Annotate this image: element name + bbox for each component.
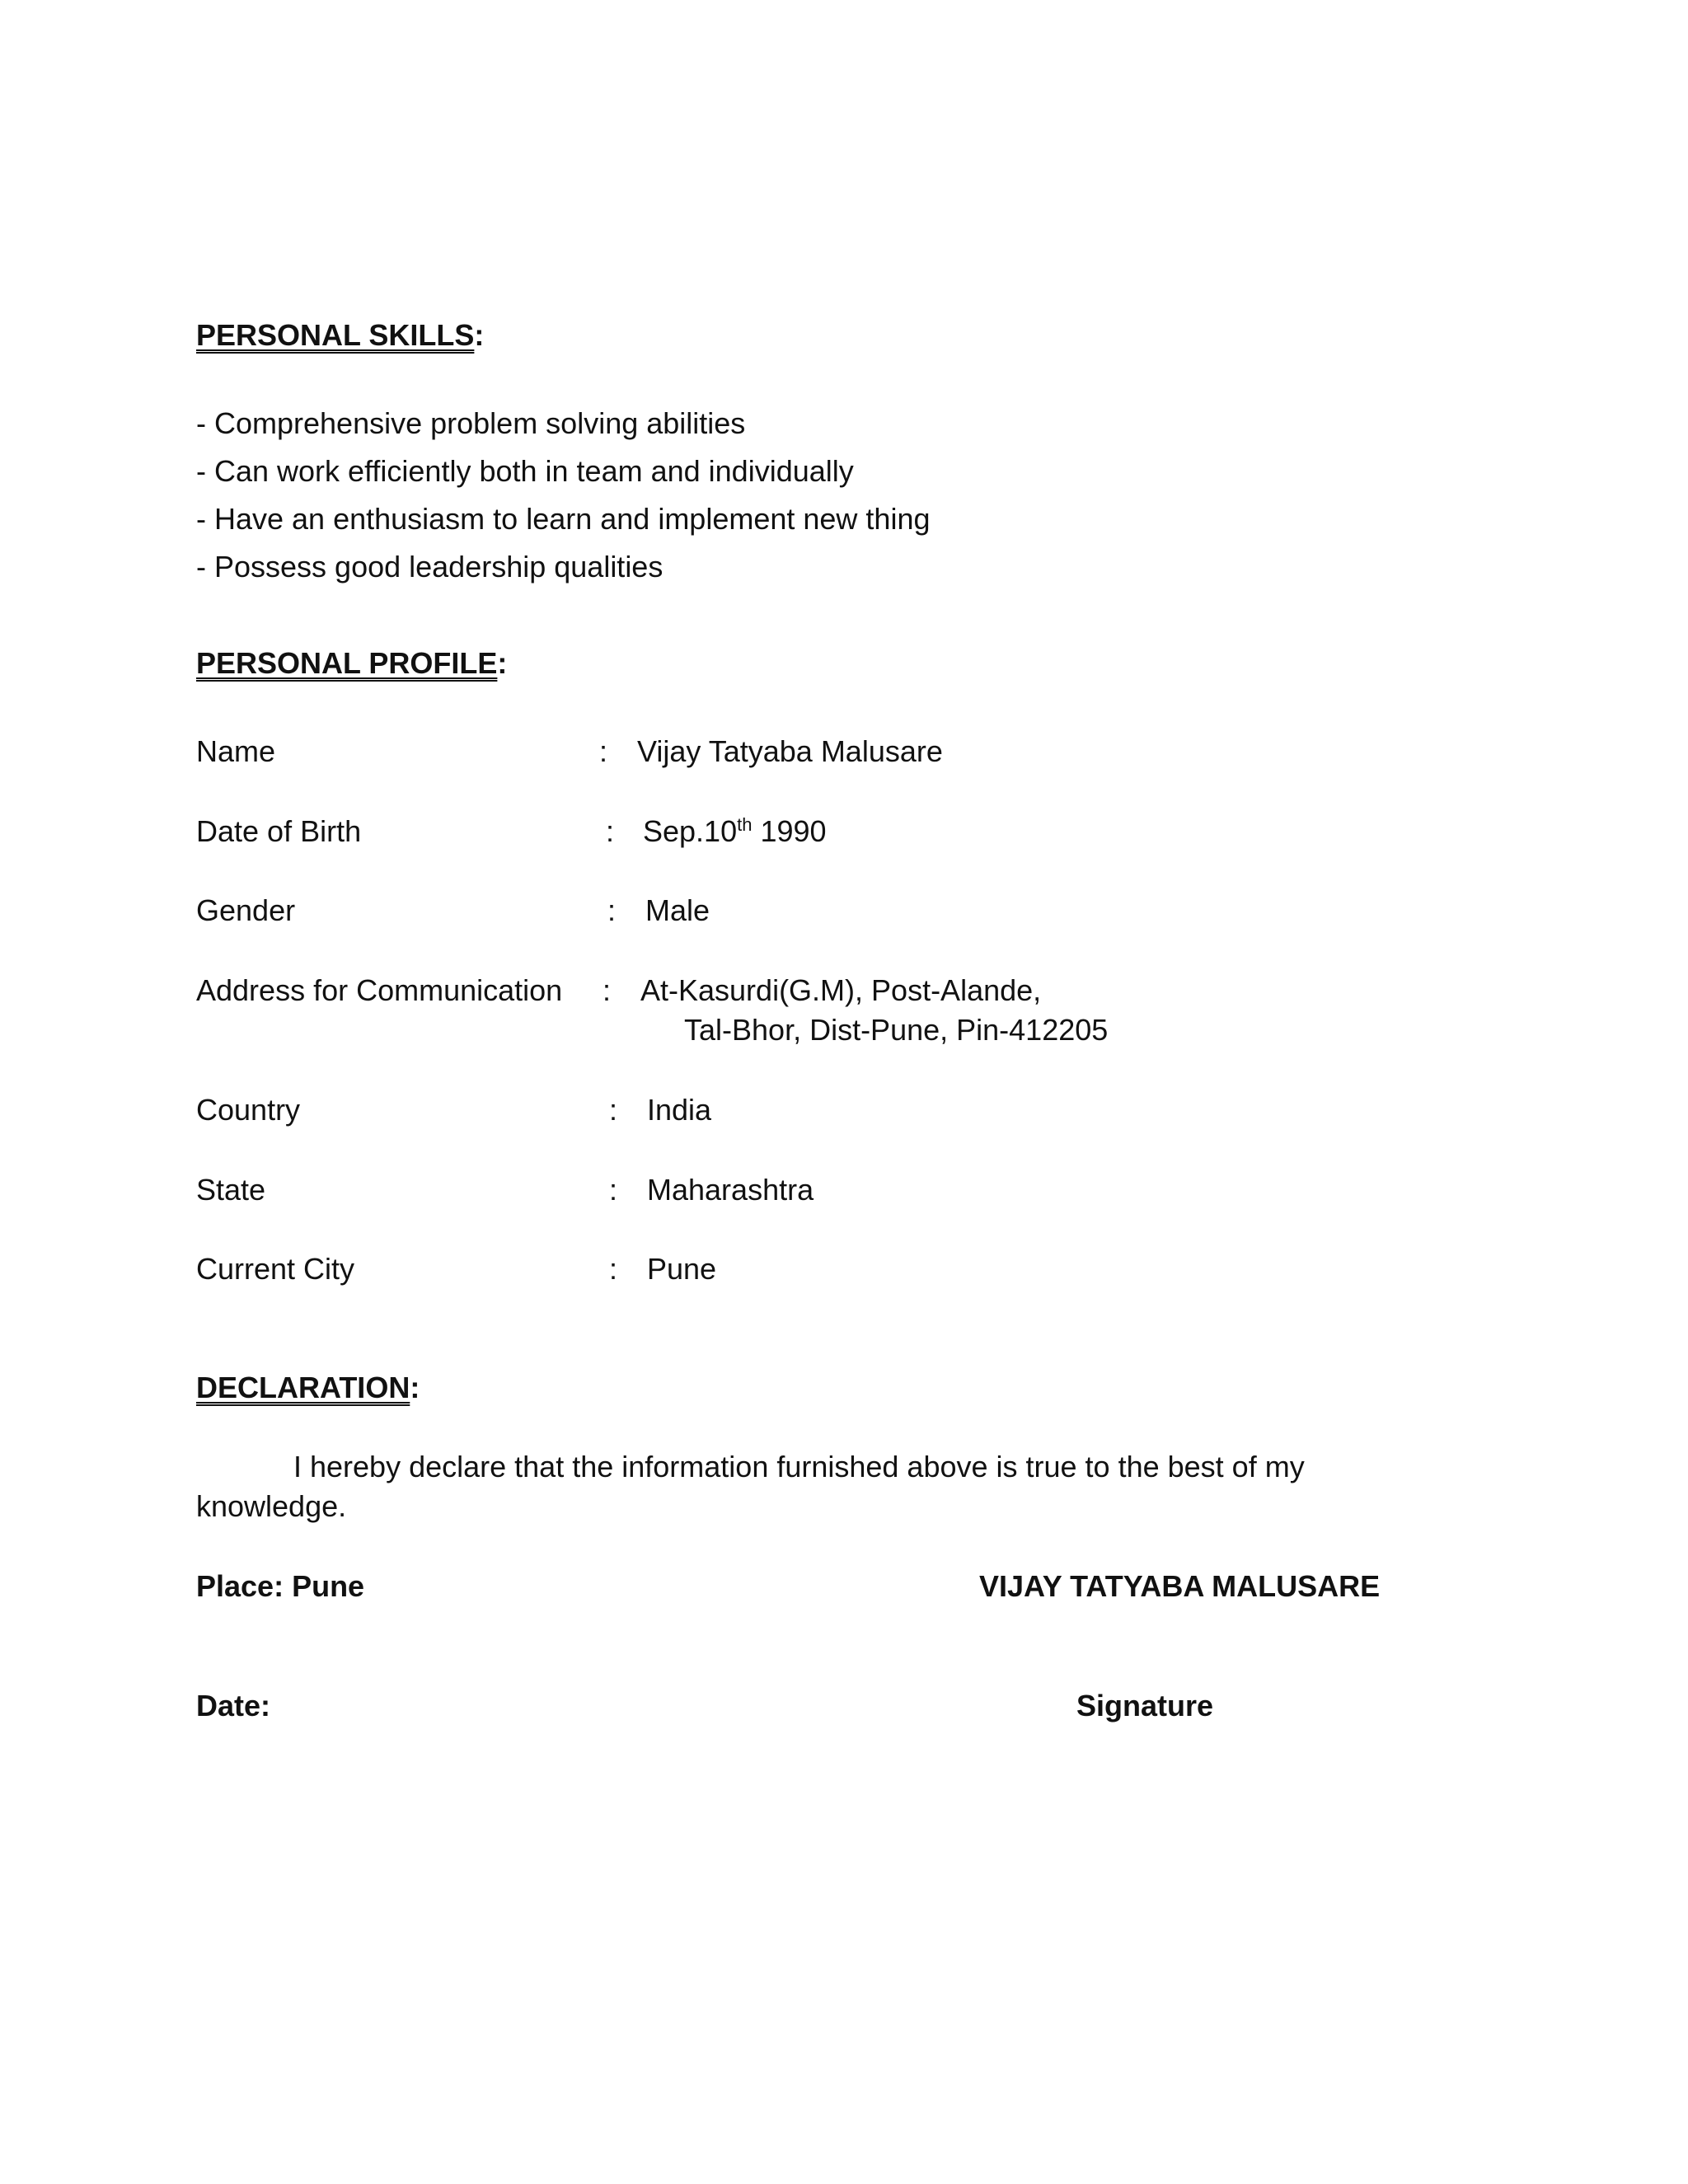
personal-profile-heading — [196, 645, 507, 682]
skill-item: - Have an enthusiasm to learn and implement new thing — [196, 502, 931, 536]
declaration-line1: I hereby declare that the information furnished above is true to the best of my — [293, 1450, 1305, 1483]
place-label: Place: Pune — [196, 1569, 365, 1603]
heading-colon: : — [410, 1371, 420, 1404]
profile-separator: : — [609, 1252, 618, 1286]
skill-item: - Possess good leadership qualities — [196, 550, 663, 583]
skill-item: - Can work efficiently both in team and individually — [196, 454, 854, 488]
dob-ordinal: th — [737, 814, 753, 835]
profile-separator: : — [609, 1093, 618, 1127]
profile-value-state: Maharashtra — [647, 1173, 814, 1207]
personal-profile-heading-text: PERSONAL PROFILE — [196, 646, 498, 680]
personal-skills-heading — [196, 317, 484, 354]
signatory-name: VIJAY TATYABA MALUSARE — [979, 1569, 1381, 1603]
profile-value-address-line1: At-Kasurdi(G.M), Post-Alande, — [640, 973, 1042, 1007]
personal-skills-heading-text: PERSONAL SKILLS — [196, 318, 475, 352]
heading-colon: : — [474, 318, 485, 352]
profile-label-address: Address for Communication — [196, 973, 563, 1007]
profile-value-city: Pune — [647, 1252, 717, 1286]
declaration-heading — [196, 1370, 420, 1406]
profile-value-name: Vijay Tatyaba Malusare — [637, 734, 943, 768]
signature-label: Signature — [1076, 1689, 1214, 1722]
profile-label-name: Name — [196, 734, 276, 768]
profile-label-dob: Date of Birth — [196, 814, 362, 848]
declaration-line2: knowledge. — [196, 1489, 347, 1523]
profile-label-state: State — [196, 1173, 266, 1207]
profile-label-country: Country — [196, 1093, 301, 1127]
skill-item: - Comprehensive problem solving abilities — [196, 406, 746, 440]
profile-separator: : — [609, 1173, 618, 1207]
profile-separator: : — [603, 973, 612, 1007]
heading-colon: : — [497, 646, 508, 680]
profile-value-address-line2: Tal-Bhor, Dist-Pune, Pin-412205 — [684, 1013, 1109, 1047]
date-label: Date: — [196, 1689, 271, 1722]
profile-value-dob — [643, 813, 827, 850]
dob-prefix: Sep.10 — [643, 814, 738, 848]
profile-value-country: India — [647, 1093, 712, 1127]
profile-separator: : — [599, 734, 608, 768]
profile-value-gender: Male — [645, 893, 710, 927]
profile-label-gender: Gender — [196, 893, 296, 927]
profile-separator: : — [606, 814, 615, 848]
profile-separator: : — [607, 893, 617, 927]
profile-label-city: Current City — [196, 1252, 355, 1286]
dob-suffix: 1990 — [752, 814, 827, 848]
declaration-heading-text: DECLARATION — [196, 1371, 410, 1404]
